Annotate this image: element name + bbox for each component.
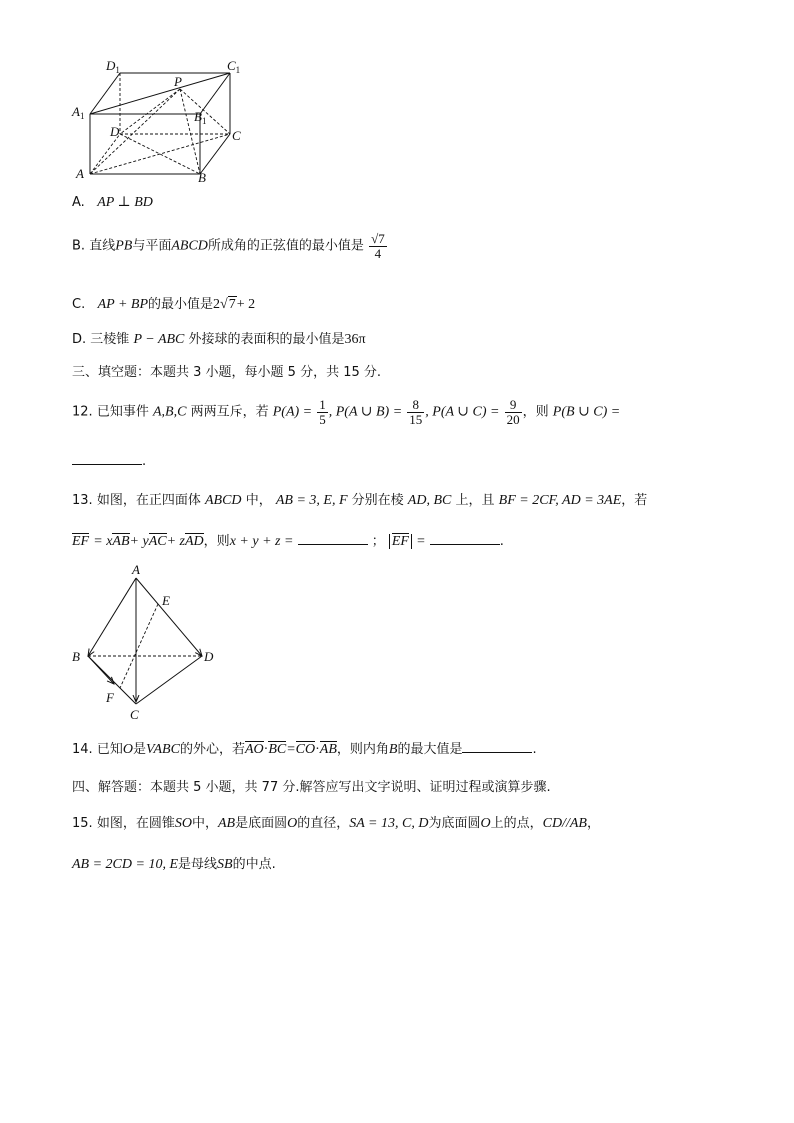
label-D1: $D_1$: [106, 58, 120, 75]
label-B2: B: [72, 649, 80, 664]
label-C2: C: [130, 707, 139, 722]
fraction-sqrt7-over-4: $\frac{√7}{4}$: [371, 231, 385, 261]
option-c: C. AP + BP的最小值是2√7+ 2: [72, 297, 256, 312]
q14-blank[interactable]: [462, 740, 532, 753]
label-B: B: [198, 170, 206, 185]
label-C1: $C_1$: [227, 58, 241, 75]
label-D: D: [110, 124, 120, 139]
section-4-heading: 四、解答题：本题共 5 小题，共 77 分.解答应写出文字说明、证明过程或演算步骤.: [72, 780, 551, 795]
option-d: D. 三棱锥 P − ABC 外接球的表面积的最小值是36π: [72, 332, 366, 347]
q13-blank-2[interactable]: [430, 532, 500, 545]
label-P: P: [174, 74, 182, 89]
prism-figure: [70, 58, 260, 188]
label-A: A: [76, 166, 84, 181]
question-15-line2: AB = 2CD = 10, E是母线SB的中点.: [72, 857, 276, 872]
label-C: C: [232, 128, 241, 143]
q12-answer-blank[interactable]: .: [72, 452, 146, 469]
question-13: 13. 如图，在正四面体 ABCD 中， AB = 3, E, F 分别在棱 AD, BC 上，且 BF = 2CF, AD = 3AE，若: [72, 493, 648, 508]
question-12: 12. 已知事件 A,B,C 两两互斥，若 P(A) = $\frac{1}{5}$ , P(A ∪ B) = $\frac{8}{15}$ , P(A ∪ C) = $\frac{9}{20}$ ，则 P(B ∪ C) =: [72, 397, 621, 427]
q13-blank-1[interactable]: [298, 532, 368, 545]
question-13-line2: EF = xAB+ yAC+ zAD，则x + y + z = ； EF = .: [72, 534, 504, 549]
option-b: B. 直线PB与平面ABCD所成角的正弦值的最小值是 $\frac{√7}{4}$: [72, 231, 385, 261]
label-E: E: [162, 593, 170, 608]
label-A2: A: [132, 562, 140, 577]
tetrahedron-figure: [70, 562, 230, 724]
label-A1: $A_1$: [72, 104, 85, 121]
section-3-heading: 三、填空题：本题共 3 小题，每小题 5 分，共 15 分.: [72, 365, 382, 380]
label-F: F: [106, 690, 114, 705]
option-a: A. AP ⊥ BD: [72, 195, 153, 210]
label-B1: $B_1$: [194, 109, 207, 126]
label-D2: D: [204, 649, 214, 664]
question-15: 15. 如图，在圆锥SO中，AB是底面圆O的直径，SA = 13, C, D为底面圆O上的点，CD//AB，: [72, 816, 600, 831]
question-14: 14. 已知O是VABC的外心，若AO·BC=CO·AB，则内角B的最大值是 .: [72, 742, 537, 757]
